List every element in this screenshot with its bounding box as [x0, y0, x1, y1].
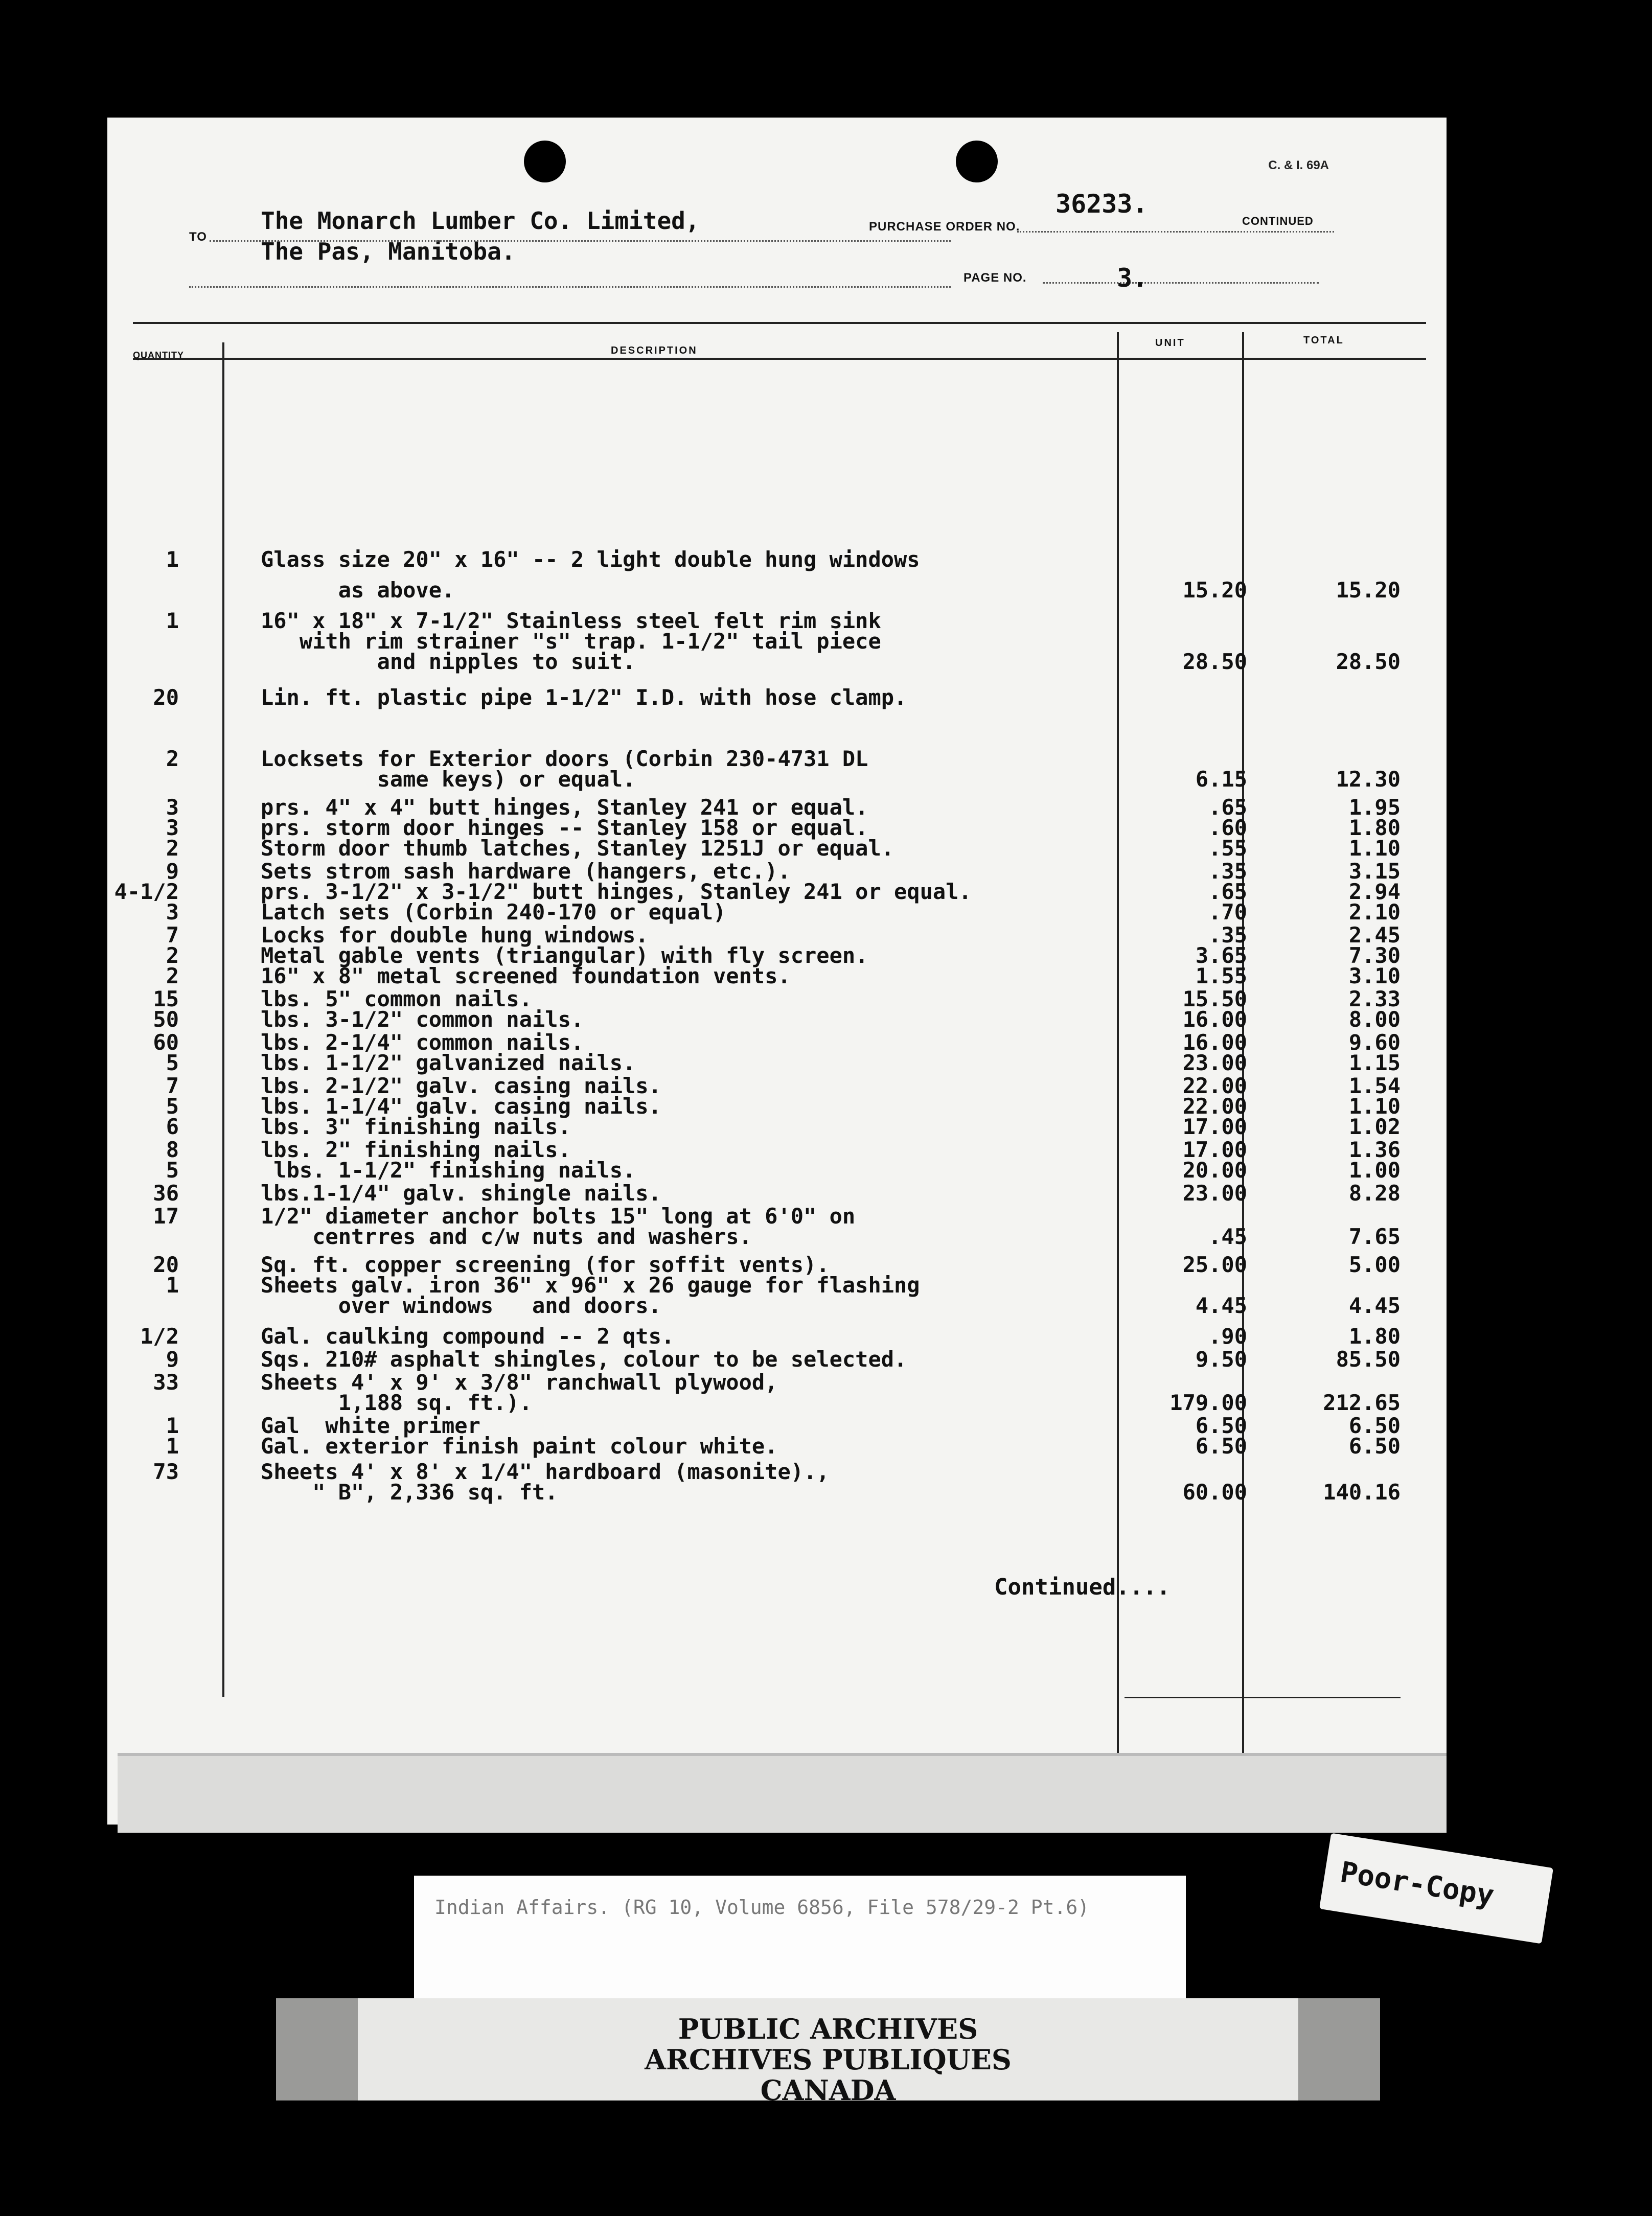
total-cell: 15.20 [1336, 578, 1401, 603]
unit-price-cell: 22.00 [1182, 1073, 1247, 1098]
total-cell: 2.45 [1348, 922, 1401, 948]
quantity-cell: 60 [153, 1030, 179, 1055]
description-cell: Sq. ft. copper screening (for soffit vents). [261, 1252, 830, 1277]
quantity-cell: 1 [166, 1273, 179, 1298]
total-cell: 1.15 [1348, 1050, 1401, 1075]
unit-price-cell: 20.00 [1182, 1158, 1247, 1183]
quantity-cell: 1 [166, 608, 179, 633]
table-row [107, 1158, 1447, 1183]
total-cell: 3.15 [1348, 859, 1401, 884]
form-code: C. & I. 69A [1268, 158, 1329, 172]
unit-price-cell: .70 [1208, 899, 1247, 925]
vendor-name: The Monarch Lumber Co. Limited, [261, 207, 700, 235]
total-cell: 12.30 [1336, 767, 1401, 792]
description-cell: Sheets galv. iron 36" x 96" x 26 gauge for flashing [261, 1273, 920, 1298]
total-cell: 1.02 [1348, 1114, 1401, 1139]
col-unit: UNIT [1155, 337, 1185, 349]
table-top-rule [133, 322, 1426, 324]
total-cell: 1.36 [1348, 1137, 1401, 1162]
po-label: PURCHASE ORDER NO. [869, 220, 1020, 234]
quantity-cell: 5 [166, 1050, 179, 1075]
description-cell: Gal. exterior finish paint colour white. [261, 1434, 778, 1459]
total-cell: 5.00 [1348, 1252, 1401, 1277]
table-header-rule [133, 358, 1426, 360]
description-cell: lbs. 2-1/4" common nails. [261, 1030, 584, 1055]
description-cell: " B", 2,336 sq. ft. [261, 1480, 558, 1505]
archive-reference: Indian Affairs. (RG 10, Volume 6856, File 578/29-2 Pt.6) [434, 1896, 1090, 1919]
table-row [107, 1114, 1447, 1140]
description-cell: Lin. ft. plastic pipe 1-1/2" I.D. with hose clamp. [261, 685, 907, 710]
description-cell: 1/2" diameter anchor bolts 15" long at 6'0" on [261, 1204, 856, 1229]
total-cell: 8.00 [1348, 1007, 1401, 1032]
total-cell: 6.50 [1348, 1413, 1401, 1438]
description-cell: Storm door thumb latches, Stanley 1251J or equal. [261, 836, 894, 861]
address-rule-1 [210, 240, 951, 242]
description-cell: lbs. 1-1/4" galv. casing nails. [261, 1094, 661, 1119]
description-cell: Sheets 4' x 9' x 3/8" ranchwall plywood, [261, 1370, 778, 1395]
unit-price-cell: .65 [1208, 795, 1247, 820]
description-cell: lbs. 1-1/2" finishing nails. [261, 1158, 636, 1183]
quantity-cell: 17 [153, 1204, 179, 1229]
table-bottom-rule [1125, 1697, 1401, 1698]
unit-price-cell: 17.00 [1182, 1137, 1247, 1162]
total-cell: 1.10 [1348, 836, 1401, 861]
continued-label: CONTINUED [1242, 215, 1314, 227]
stamp-line-2: ARCHIVES PUBLIQUES [645, 2043, 1012, 2076]
total-cell: 7.65 [1348, 1224, 1401, 1249]
table-row [107, 1050, 1447, 1076]
quantity-cell: 36 [153, 1181, 179, 1206]
unit-price-cell: 9.50 [1195, 1347, 1247, 1372]
col-description: DESCRIPTION [611, 345, 698, 356]
description-cell: over windows and doors. [261, 1293, 661, 1318]
table-row [107, 685, 1447, 710]
unit-price-cell: 1.55 [1195, 963, 1247, 988]
quantity-cell: 73 [153, 1459, 179, 1484]
quantity-cell: 6 [166, 1114, 179, 1139]
description-cell: Sets strom sash hardware (hangers, etc.). [261, 859, 791, 884]
unit-price-cell: .45 [1208, 1224, 1247, 1249]
unit-price-cell: 25.00 [1182, 1252, 1247, 1277]
unit-price-cell: 16.00 [1182, 1007, 1247, 1032]
po-number: 36233. [1056, 189, 1148, 219]
quantity-cell: 33 [153, 1370, 179, 1395]
quantity-cell: 1 [166, 547, 179, 572]
unit-price-cell: 6.50 [1195, 1434, 1247, 1459]
purchase-order-page [107, 118, 1447, 1825]
description-cell: lbs.1-1/4" galv. shingle nails. [261, 1181, 661, 1206]
unit-price-cell: 23.00 [1182, 1050, 1247, 1075]
unit-price-cell: 6.15 [1195, 767, 1247, 792]
total-cell: 3.10 [1348, 963, 1401, 988]
quantity-cell: 20 [153, 1252, 179, 1277]
table-row [107, 767, 1447, 792]
table-row [107, 1007, 1447, 1032]
unit-price-cell: 15.20 [1182, 578, 1247, 603]
unit-price-cell: .35 [1208, 922, 1247, 948]
unit-price-cell: 22.00 [1182, 1094, 1247, 1119]
quality-note: Poor-Copy [1338, 1855, 1497, 1913]
table-row [107, 578, 1447, 603]
stamp-line-3: CANADA [760, 2074, 896, 2107]
description-cell: Metal gable vents (triangular) with fly screen. [261, 943, 868, 968]
total-cell: 6.50 [1348, 1434, 1401, 1459]
quantity-cell: 1 [166, 1434, 179, 1459]
description-cell: Sqs. 210# asphalt shingles, colour to be selected. [261, 1347, 907, 1372]
unit-price-cell: 28.50 [1182, 649, 1247, 674]
table-row [107, 1390, 1447, 1416]
table-row [107, 1480, 1447, 1505]
to-label: TO [189, 230, 207, 244]
total-cell: 28.50 [1336, 649, 1401, 674]
unit-price-cell: .55 [1208, 836, 1247, 861]
description-cell: centrres and c/w nuts and washers. [261, 1224, 752, 1249]
quantity-cell: 2 [166, 963, 179, 988]
total-cell: 1.00 [1348, 1158, 1401, 1183]
description-cell: as above. [261, 578, 455, 603]
table-row [107, 1293, 1447, 1319]
total-cell: 1.95 [1348, 795, 1401, 820]
quantity-cell: 50 [153, 1007, 179, 1032]
total-cell: 9.60 [1348, 1030, 1401, 1055]
quantity-cell: 1/2 [140, 1324, 179, 1349]
unit-price-cell: 23.00 [1182, 1181, 1247, 1206]
unit-price-cell: 17.00 [1182, 1114, 1247, 1139]
po-rule [1017, 231, 1334, 233]
description-cell: 16" x 18" x 7-1/2" Stainless steel felt rim sink [261, 608, 881, 633]
description-cell: Gal. caulking compound -- 2 qts. [261, 1324, 675, 1349]
description-cell: 16" x 8" metal screened foundation vents. [261, 963, 791, 988]
quantity-cell: 15 [153, 986, 179, 1011]
table-row [107, 547, 1447, 572]
table-row [107, 899, 1447, 925]
archive-reference-card [414, 1876, 1186, 2019]
quantity-cell: 4-1/2 [114, 879, 179, 904]
quantity-cell: 7 [166, 922, 179, 948]
unit-price-cell: 6.50 [1195, 1413, 1247, 1438]
total-cell: 7.30 [1348, 943, 1401, 968]
description-cell: Latch sets (Corbin 240-170 or equal) [261, 899, 726, 925]
description-cell: Sheets 4' x 8' x 1/4" hardboard (masonite)., [261, 1459, 830, 1484]
quantity-cell: 9 [166, 1347, 179, 1372]
unit-price-cell: 16.00 [1182, 1030, 1247, 1055]
description-cell: 1,188 sq. ft.). [261, 1390, 533, 1415]
description-cell: lbs. 3-1/2" common nails. [261, 1007, 584, 1032]
description-cell: Locksets for Exterior doors (Corbin 230-4731 DL [261, 746, 868, 771]
stamp-text [276, 2014, 1380, 2106]
unit-price-cell: 179.00 [1169, 1390, 1247, 1415]
description-cell: Glass size 20" x 16" -- 2 light double hung windows [261, 547, 920, 572]
description-cell: lbs. 5" common nails. [261, 986, 533, 1011]
quantity-cell: 2 [166, 746, 179, 771]
total-cell: 1.54 [1348, 1073, 1401, 1098]
total-cell: 2.94 [1348, 879, 1401, 904]
vendor-address: The Pas, Manitoba. [261, 238, 516, 265]
unit-price-cell: 4.45 [1195, 1293, 1247, 1318]
description-cell: Gal white primer [261, 1413, 480, 1438]
unit-price-cell: .65 [1208, 879, 1247, 904]
table-row [107, 1324, 1447, 1349]
quantity-cell: 7 [166, 1073, 179, 1098]
page-underlay [118, 1753, 1447, 1833]
quantity-cell: 9 [166, 859, 179, 884]
description-cell: prs. storm door hinges -- Stanley 158 or equal. [261, 815, 868, 840]
description-cell: same keys) or equal. [261, 767, 636, 792]
address-rule-2 [189, 286, 951, 288]
quality-note-tag [1319, 1833, 1553, 1944]
total-cell: 4.45 [1348, 1293, 1401, 1318]
description-cell: Locks for double hung windows. [261, 922, 649, 948]
total-cell: 2.10 [1348, 899, 1401, 925]
total-cell: 1.80 [1348, 1324, 1401, 1349]
table-row [107, 836, 1447, 861]
unit-price-cell: .90 [1208, 1324, 1247, 1349]
description-cell: prs. 4" x 4" butt hinges, Stanley 241 or equal. [261, 795, 868, 820]
table-row [107, 963, 1447, 989]
page-label: PAGE NO. [963, 271, 1027, 285]
unit-price-cell: .60 [1208, 815, 1247, 840]
punch-hole-left [524, 141, 566, 182]
unit-price-cell: .35 [1208, 859, 1247, 884]
page-rule [1043, 282, 1319, 284]
total-cell: 8.28 [1348, 1181, 1401, 1206]
quantity-cell: 2 [166, 943, 179, 968]
total-cell: 140.16 [1323, 1480, 1401, 1505]
page-number: 3. [1117, 263, 1148, 293]
col-quantity: QUANTITY [133, 350, 184, 360]
continued-text: Continued.... [994, 1574, 1171, 1600]
quantity-cell: 1 [166, 1413, 179, 1438]
description-cell: and nipples to suit. [261, 649, 636, 674]
total-cell: 1.80 [1348, 815, 1401, 840]
description-cell: prs. 3-1/2" x 3-1/2" butt hinges, Stanley 241 or equal. [261, 879, 972, 904]
description-cell: lbs. 1-1/2" galvanized nails. [261, 1050, 636, 1075]
punch-hole-right [956, 141, 998, 182]
table-row [107, 1434, 1447, 1459]
description-cell: with rim strainer "s" trap. 1-1/2" tail piece [261, 629, 881, 654]
total-cell: 2.33 [1348, 986, 1401, 1011]
quantity-cell: 5 [166, 1158, 179, 1183]
table-row [107, 649, 1447, 675]
description-cell: lbs. 3" finishing nails. [261, 1114, 571, 1139]
quantity-cell: 3 [166, 815, 179, 840]
quantity-cell: 2 [166, 836, 179, 861]
unit-price-cell: 3.65 [1195, 943, 1247, 968]
total-cell: 1.10 [1348, 1094, 1401, 1119]
table-row [107, 1347, 1447, 1372]
description-cell: lbs. 2-1/2" galv. casing nails. [261, 1073, 661, 1098]
unit-price-cell: 15.50 [1182, 986, 1247, 1011]
quantity-cell: 5 [166, 1094, 179, 1119]
total-cell: 212.65 [1323, 1390, 1401, 1415]
table-row [107, 1181, 1447, 1206]
quantity-cell: 20 [153, 685, 179, 710]
description-cell: lbs. 2" finishing nails. [261, 1137, 571, 1162]
quantity-cell: 8 [166, 1137, 179, 1162]
table-row [107, 1224, 1447, 1250]
quantity-cell: 3 [166, 899, 179, 925]
archive-stamp [276, 1998, 1380, 2107]
col-total: TOTAL [1303, 335, 1344, 346]
total-cell: 85.50 [1336, 1347, 1401, 1372]
quantity-cell: 3 [166, 795, 179, 820]
unit-price-cell: 60.00 [1182, 1480, 1247, 1505]
stamp-line-1: PUBLIC ARCHIVES [678, 2013, 978, 2045]
